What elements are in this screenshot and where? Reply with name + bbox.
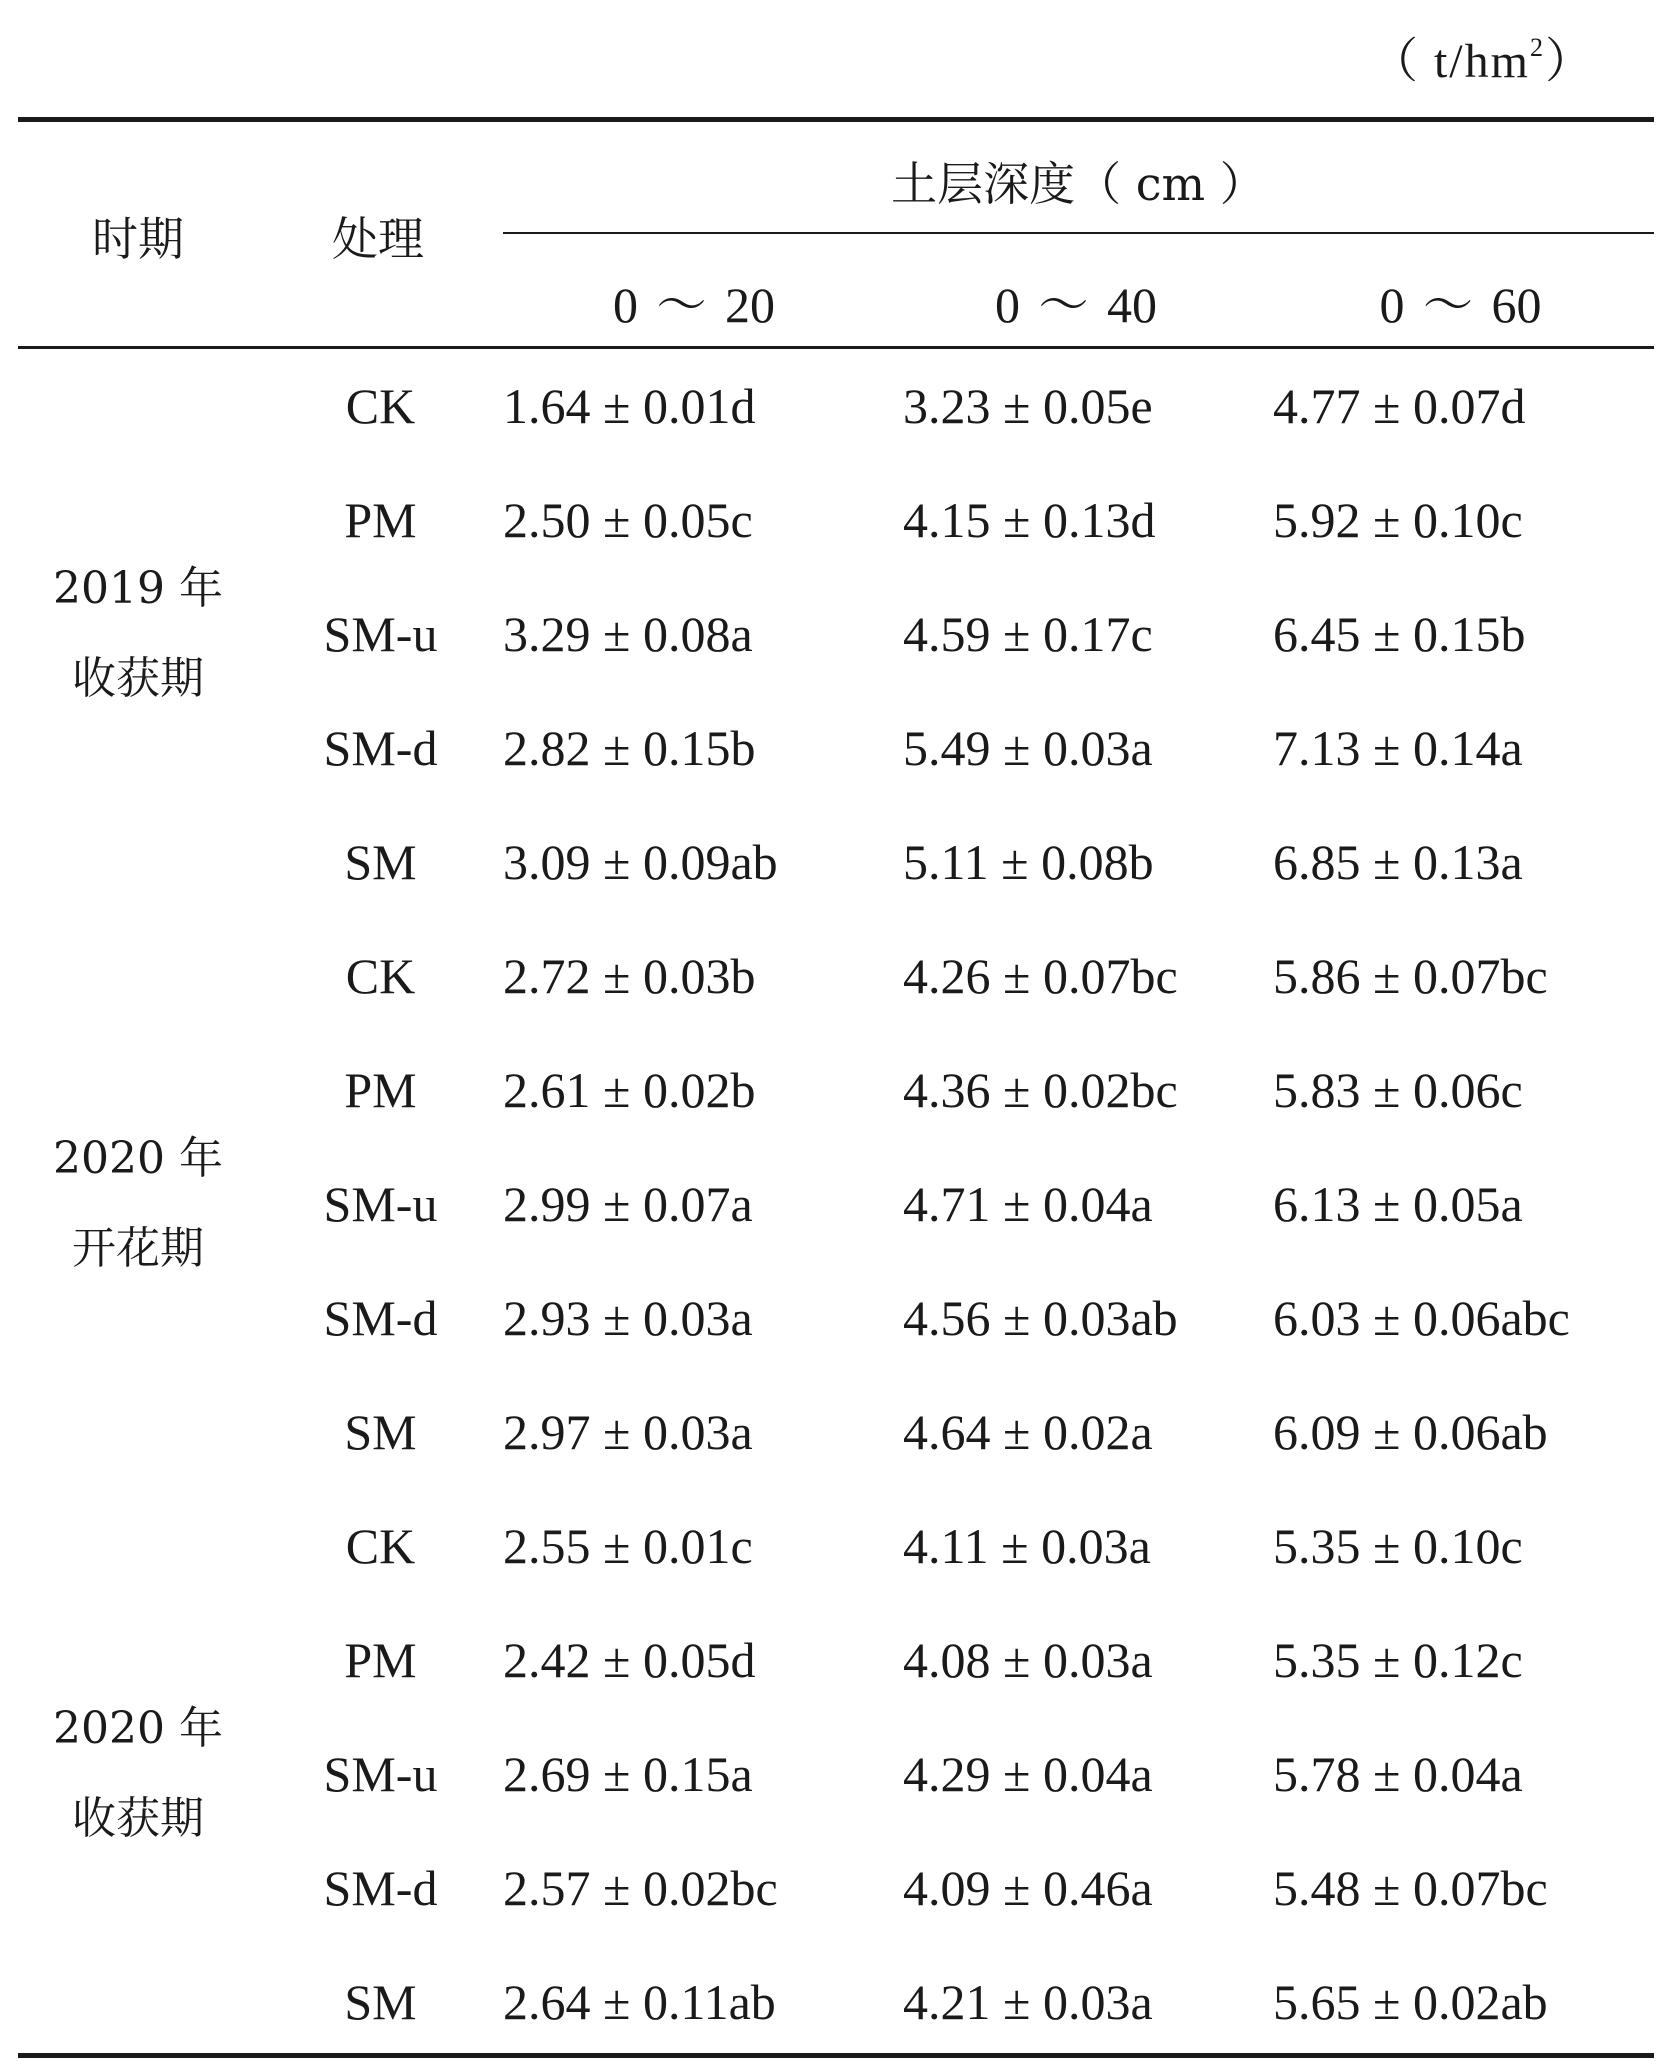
treatment-cell: SM-d [323, 720, 438, 776]
value-0-60-cell: 6.45 ± 0.15b [1273, 606, 1526, 662]
table-row [18, 1831, 1654, 1945]
treatment-cell: SM-d [323, 1290, 438, 1346]
value-0-20-cell: 1.64 ± 0.01d [503, 378, 756, 434]
value-0-60-cell: 5.78 ± 0.04a [1273, 1746, 1523, 1802]
value-0-40-cell: 5.11 ± 0.08b [903, 834, 1154, 890]
value-0-60-cell: 5.92 ± 0.10c [1273, 492, 1523, 548]
header-depth-group: 土层深度（ cm ） [891, 157, 1266, 211]
value-0-60-cell: 5.65 ± 0.02ab [1273, 1974, 1548, 2030]
treatment-cell: SM-u [323, 1176, 438, 1232]
value-0-20-cell: 2.72 ± 0.03b [503, 948, 756, 1004]
header-period: 时期 [92, 212, 184, 266]
period-cell [18, 1489, 258, 2059]
data-table [18, 349, 1654, 2059]
table-row [18, 1375, 1654, 1489]
unit-text: （ t/hm [1369, 35, 1530, 88]
period-stage: 收获期 [72, 653, 204, 704]
table-row [18, 349, 1654, 463]
value-0-20-cell: 2.97 ± 0.03a [503, 1404, 753, 1460]
table-row [18, 919, 1654, 1033]
table-row [18, 1147, 1654, 1261]
value-0-40-cell: 4.56 ± 0.03ab [903, 1290, 1178, 1346]
bottom-rule [18, 2053, 1654, 2058]
value-0-20-cell: 2.82 ± 0.15b [503, 720, 756, 776]
value-0-40-cell: 4.21 ± 0.03a [903, 1974, 1153, 2030]
header-col-0-20: 0 ～ 20 [613, 277, 775, 333]
period-cell [18, 349, 258, 919]
value-0-60-cell: 5.86 ± 0.07bc [1273, 948, 1548, 1004]
value-0-20-cell: 2.93 ± 0.03a [503, 1290, 753, 1346]
table-row [18, 463, 1654, 577]
treatment-cell: PM [344, 492, 417, 548]
value-0-40-cell: 4.29 ± 0.04a [903, 1746, 1153, 1802]
period-stage: 开花期 [72, 1223, 204, 1274]
value-0-60-cell: 6.85 ± 0.13a [1273, 834, 1523, 890]
treatment-cell: SM-u [323, 606, 438, 662]
value-0-40-cell: 3.23 ± 0.05e [903, 378, 1153, 434]
value-0-20-cell: 2.99 ± 0.07a [503, 1176, 753, 1232]
header-col-0-60: 0 ～ 60 [1379, 277, 1542, 333]
treatment-cell: CK [345, 948, 416, 1004]
value-0-20-cell: 2.42 ± 0.05d [503, 1632, 756, 1688]
treatment-cell: SM-u [323, 1746, 438, 1802]
value-0-20-cell: 3.09 ± 0.09ab [503, 834, 778, 890]
value-0-20-cell: 3.29 ± 0.08a [503, 606, 753, 662]
unit-close: ） [1544, 35, 1595, 88]
table-row [18, 1717, 1654, 1831]
value-0-40-cell: 4.09 ± 0.46a [903, 1860, 1153, 1916]
header-col-0-40: 0 ～ 40 [995, 277, 1157, 333]
value-0-60-cell: 5.48 ± 0.07bc [1273, 1860, 1548, 1916]
value-0-20-cell: 2.57 ± 0.02bc [503, 1860, 778, 1916]
value-0-40-cell: 4.11 ± 0.03a [903, 1518, 1151, 1574]
table-row [18, 1489, 1654, 1603]
value-0-60-cell: 6.03 ± 0.06abc [1273, 1290, 1570, 1346]
table-row [18, 691, 1654, 805]
top-rule [18, 117, 1654, 122]
treatment-cell: PM [344, 1632, 417, 1688]
value-0-40-cell: 4.15 ± 0.13d [903, 492, 1156, 548]
treatment-cell: SM-d [323, 1860, 438, 1916]
table-row [18, 1033, 1654, 1147]
table-body [18, 349, 1654, 2059]
value-0-40-cell: 5.49 ± 0.03a [903, 720, 1153, 776]
period-stage: 收获期 [72, 1793, 204, 1844]
table-row [18, 1603, 1654, 1717]
value-0-60-cell: 5.35 ± 0.12c [1273, 1632, 1523, 1688]
value-0-60-cell: 7.13 ± 0.14a [1273, 720, 1523, 776]
value-0-20-cell: 2.50 ± 0.05c [503, 492, 753, 548]
table-row [18, 1261, 1654, 1375]
value-0-20-cell: 2.69 ± 0.15a [503, 1746, 753, 1802]
header-treatment: 处理 [332, 212, 424, 266]
period-cell [18, 919, 258, 1489]
treatment-cell: CK [345, 1518, 416, 1574]
value-0-60-cell: 5.83 ± 0.06c [1273, 1062, 1523, 1118]
value-0-60-cell: 6.09 ± 0.06ab [1273, 1404, 1548, 1460]
table-row [18, 577, 1654, 691]
value-0-40-cell: 4.71 ± 0.04a [903, 1176, 1153, 1232]
table-row [18, 1945, 1654, 2059]
period-year: 2020 年 [53, 1703, 223, 1754]
period-year: 2019 年 [53, 563, 223, 614]
value-0-20-cell: 2.64 ± 0.11ab [503, 1974, 776, 2030]
treatment-cell: CK [345, 378, 416, 434]
treatment-cell: PM [344, 1062, 417, 1118]
value-0-40-cell: 4.59 ± 0.17c [903, 606, 1153, 662]
unit-superscript: 2 [1529, 33, 1545, 62]
treatment-cell: SM [344, 1974, 417, 2030]
value-0-60-cell: 4.77 ± 0.07d [1273, 378, 1526, 434]
value-0-60-cell: 6.13 ± 0.05a [1273, 1176, 1523, 1232]
value-0-40-cell: 4.64 ± 0.02a [903, 1404, 1153, 1460]
value-0-40-cell: 4.26 ± 0.07bc [903, 948, 1178, 1004]
period-year: 2020 年 [53, 1133, 223, 1184]
value-0-40-cell: 4.36 ± 0.02bc [903, 1062, 1178, 1118]
value-0-40-cell: 4.08 ± 0.03a [903, 1632, 1153, 1688]
table-row [18, 805, 1654, 919]
value-0-60-cell: 5.35 ± 0.10c [1273, 1518, 1523, 1574]
value-0-20-cell: 2.55 ± 0.01c [503, 1518, 753, 1574]
header-sub-rule [503, 232, 1654, 234]
treatment-cell: SM [344, 1404, 417, 1460]
value-0-20-cell: 2.61 ± 0.02b [503, 1062, 756, 1118]
unit-label [1370, 22, 1595, 91]
treatment-cell: SM [344, 834, 417, 890]
